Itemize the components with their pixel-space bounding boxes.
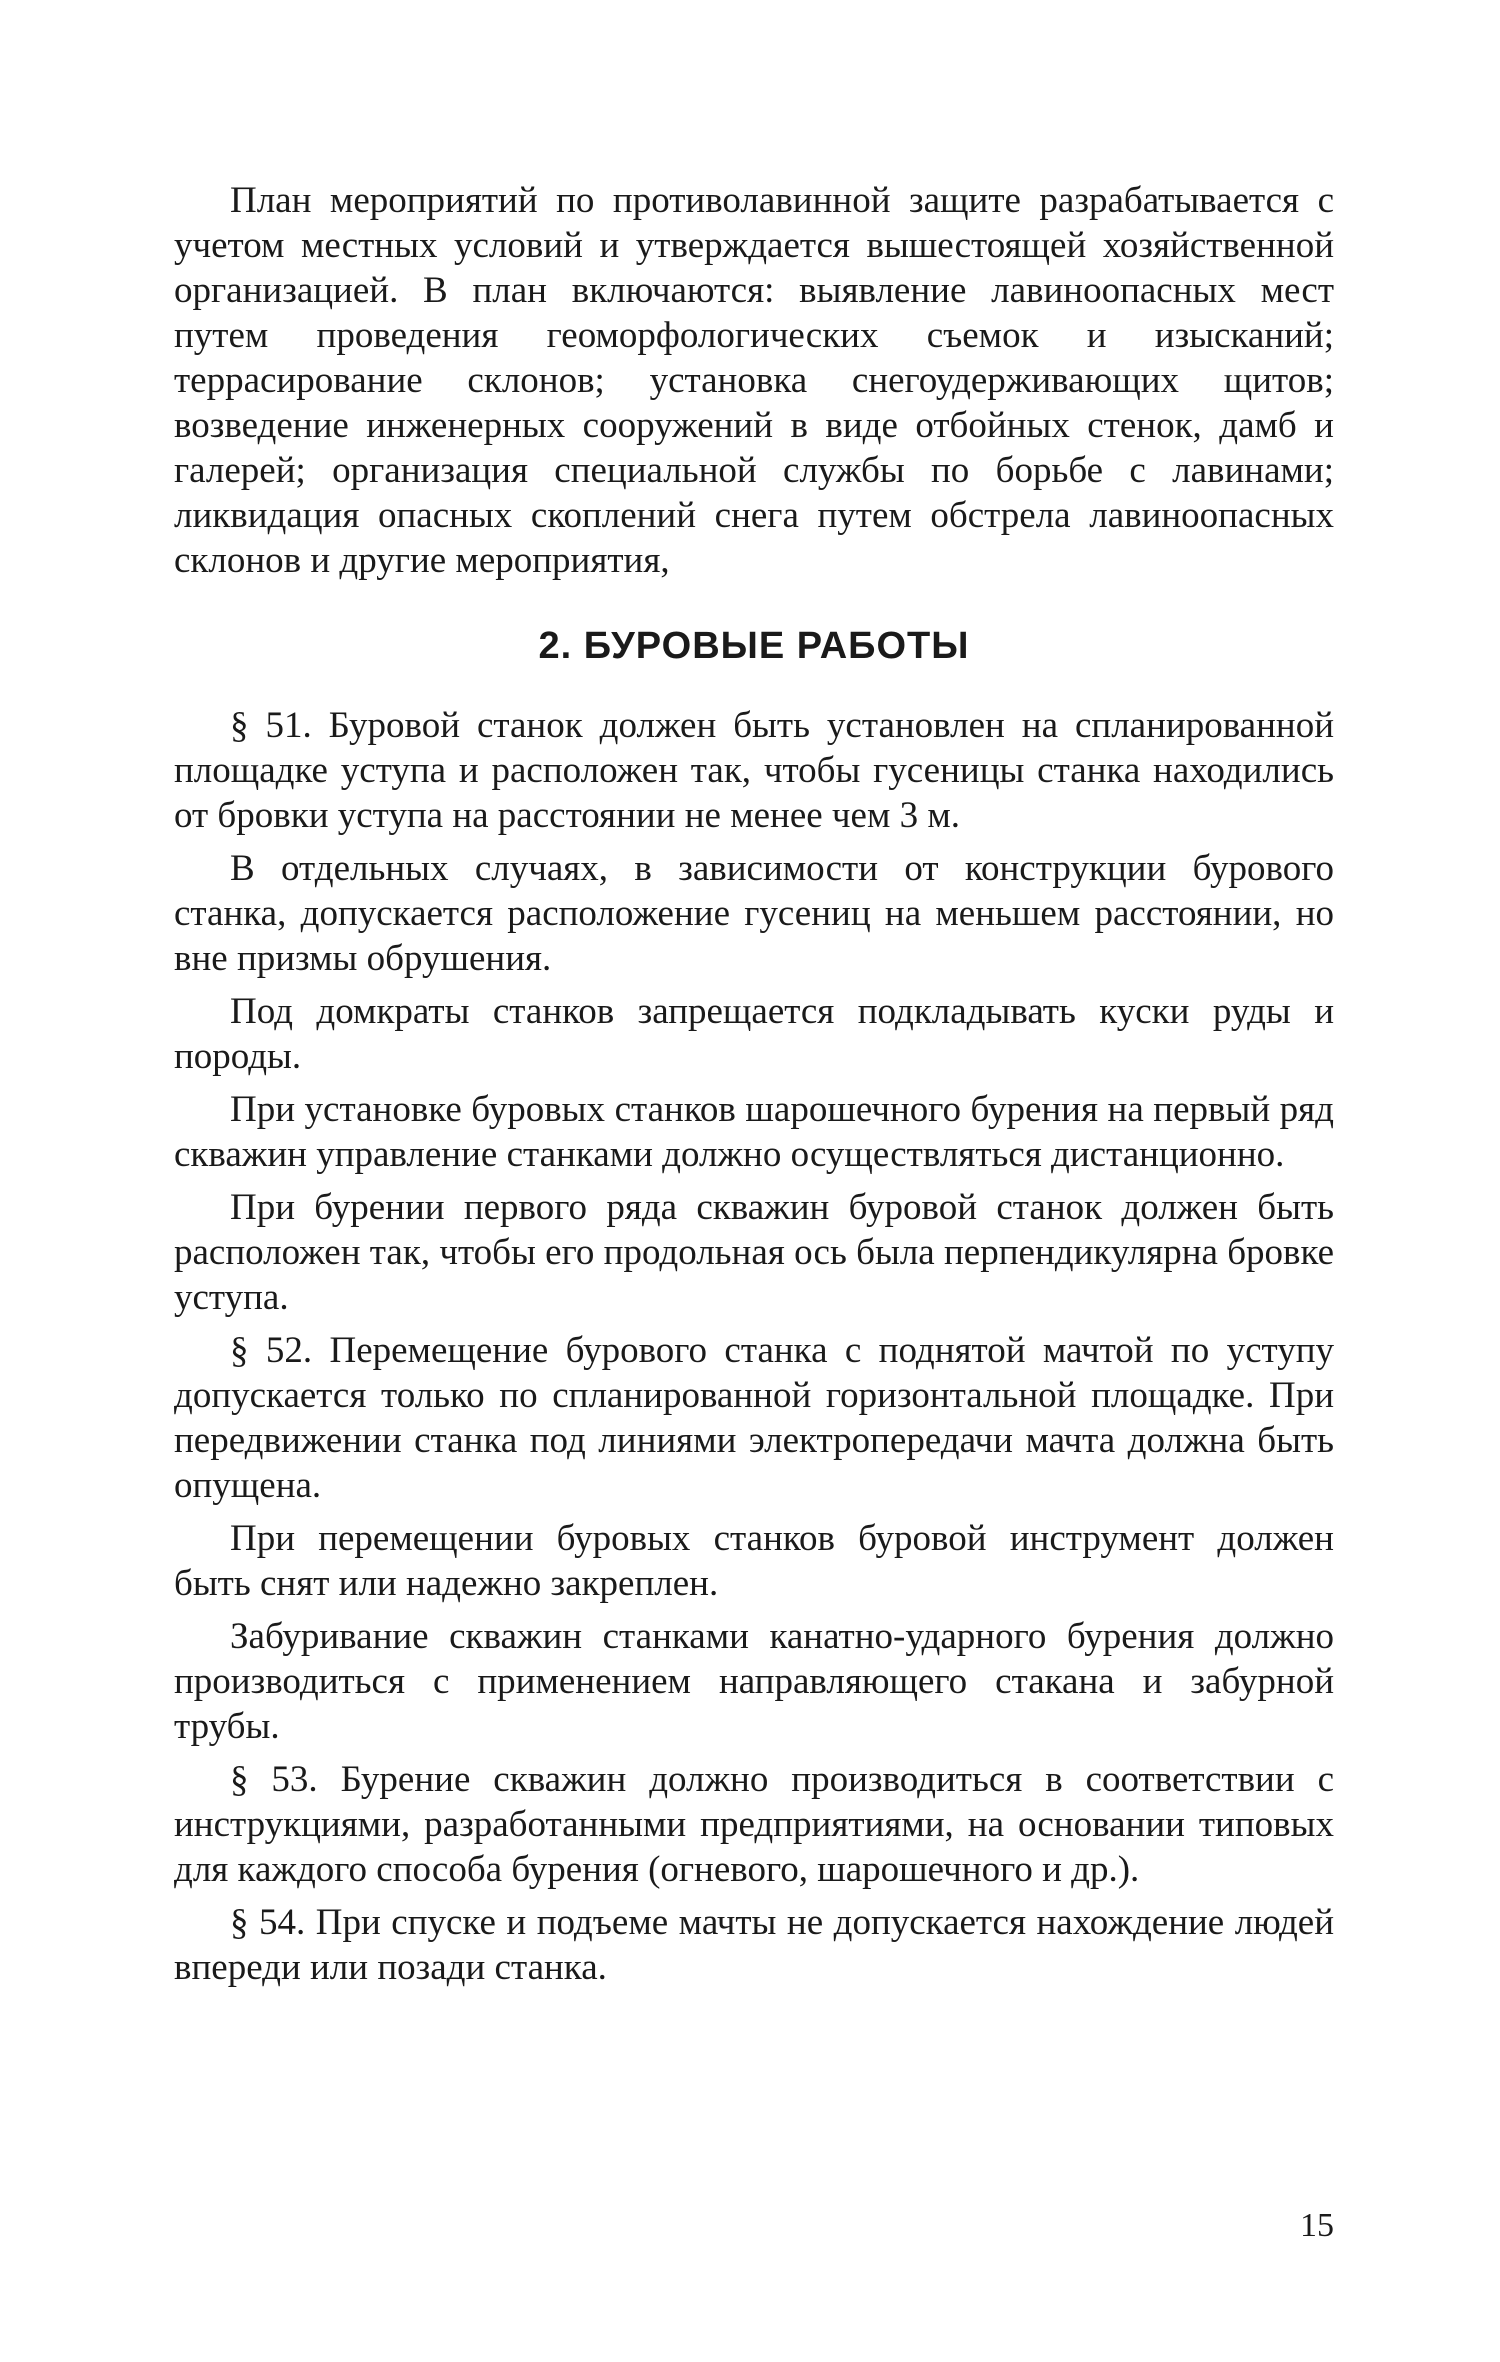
paragraph-51: § 51. Буровой станок должен быть установлен на спланированной площадке уступа и расположен так, чтобы гусеницы станка находились от бровки уступа на расстоянии не менее чем 3 м. — [174, 705, 1334, 836]
paragraph-52-collaring: Забуривание скважин станками канатно-ударного бурения должно производиться с применением направляющего стакана и забурной трубы. — [174, 1616, 1334, 1747]
paragraph-51-first-row: При бурении первого ряда скважин буровой станок должен быть расположен так, чтобы его продольная ось была перпендикулярна бровке уступа. — [174, 1187, 1334, 1318]
page-number: 15 — [1300, 2207, 1334, 2244]
intro-paragraph: План мероприятий по противолавинной защите разрабатывается с учетом местных условий и утверждается вышестоящей хозяйственной организацией. В план включаются: выявление лавиноопасных мест путем проведения геоморфологических съемок и изысканий; террасирование склонов; установка снегоудерживающих щитов; возведение инженерных сооружений в виде отбойных стенок, дамб и галерей; организация специальной службы по борьбе с лавинами; ликвидация опасных скоплений снега путем обстрела лавиноопасных склонов и другие мероприятия, — [174, 180, 1334, 581]
paragraph-52-tool: При перемещении буровых станков буровой инструмент должен быть снят или надежно закреплен. — [174, 1518, 1334, 1604]
paragraph-53: § 53. Бурение скважин должно производиться в соответствии с инструкциями, разработанными предприятиями, на основании типовых для каждого способа бурения (огневого, шарошечного и др.). — [174, 1759, 1334, 1890]
paragraph-51-cases: В отдельных случаях, в зависимости от конструкции бурового станка, допускается расположение гусениц на меньшем расстоянии, но вне призмы обрушения. — [174, 848, 1334, 979]
paragraph-54: § 54. При спуске и подъеме мачты не допускается нахождение людей впереди или позади станка. — [174, 1902, 1334, 1988]
paragraph-52: § 52. Перемещение бурового станка с поднятой мачтой по уступу допускается только по спланированной горизонтальной площадке. При передвижении станка под линиями электропередачи мачта должна быть опущена. — [174, 1330, 1334, 1506]
section-heading: 2. БУРОВЫЕ РАБОТЫ — [538, 625, 970, 667]
paragraph-51-roller-drilling: При установке буровых станков шарошечного бурения на первый ряд скважин управление станками должно осуществляться дистанционно. — [174, 1089, 1334, 1175]
page-body — [174, 178, 1334, 1998]
paragraph-51-jacks: Под домкраты станков запрещается подкладывать куски руды и породы. — [174, 991, 1334, 1077]
